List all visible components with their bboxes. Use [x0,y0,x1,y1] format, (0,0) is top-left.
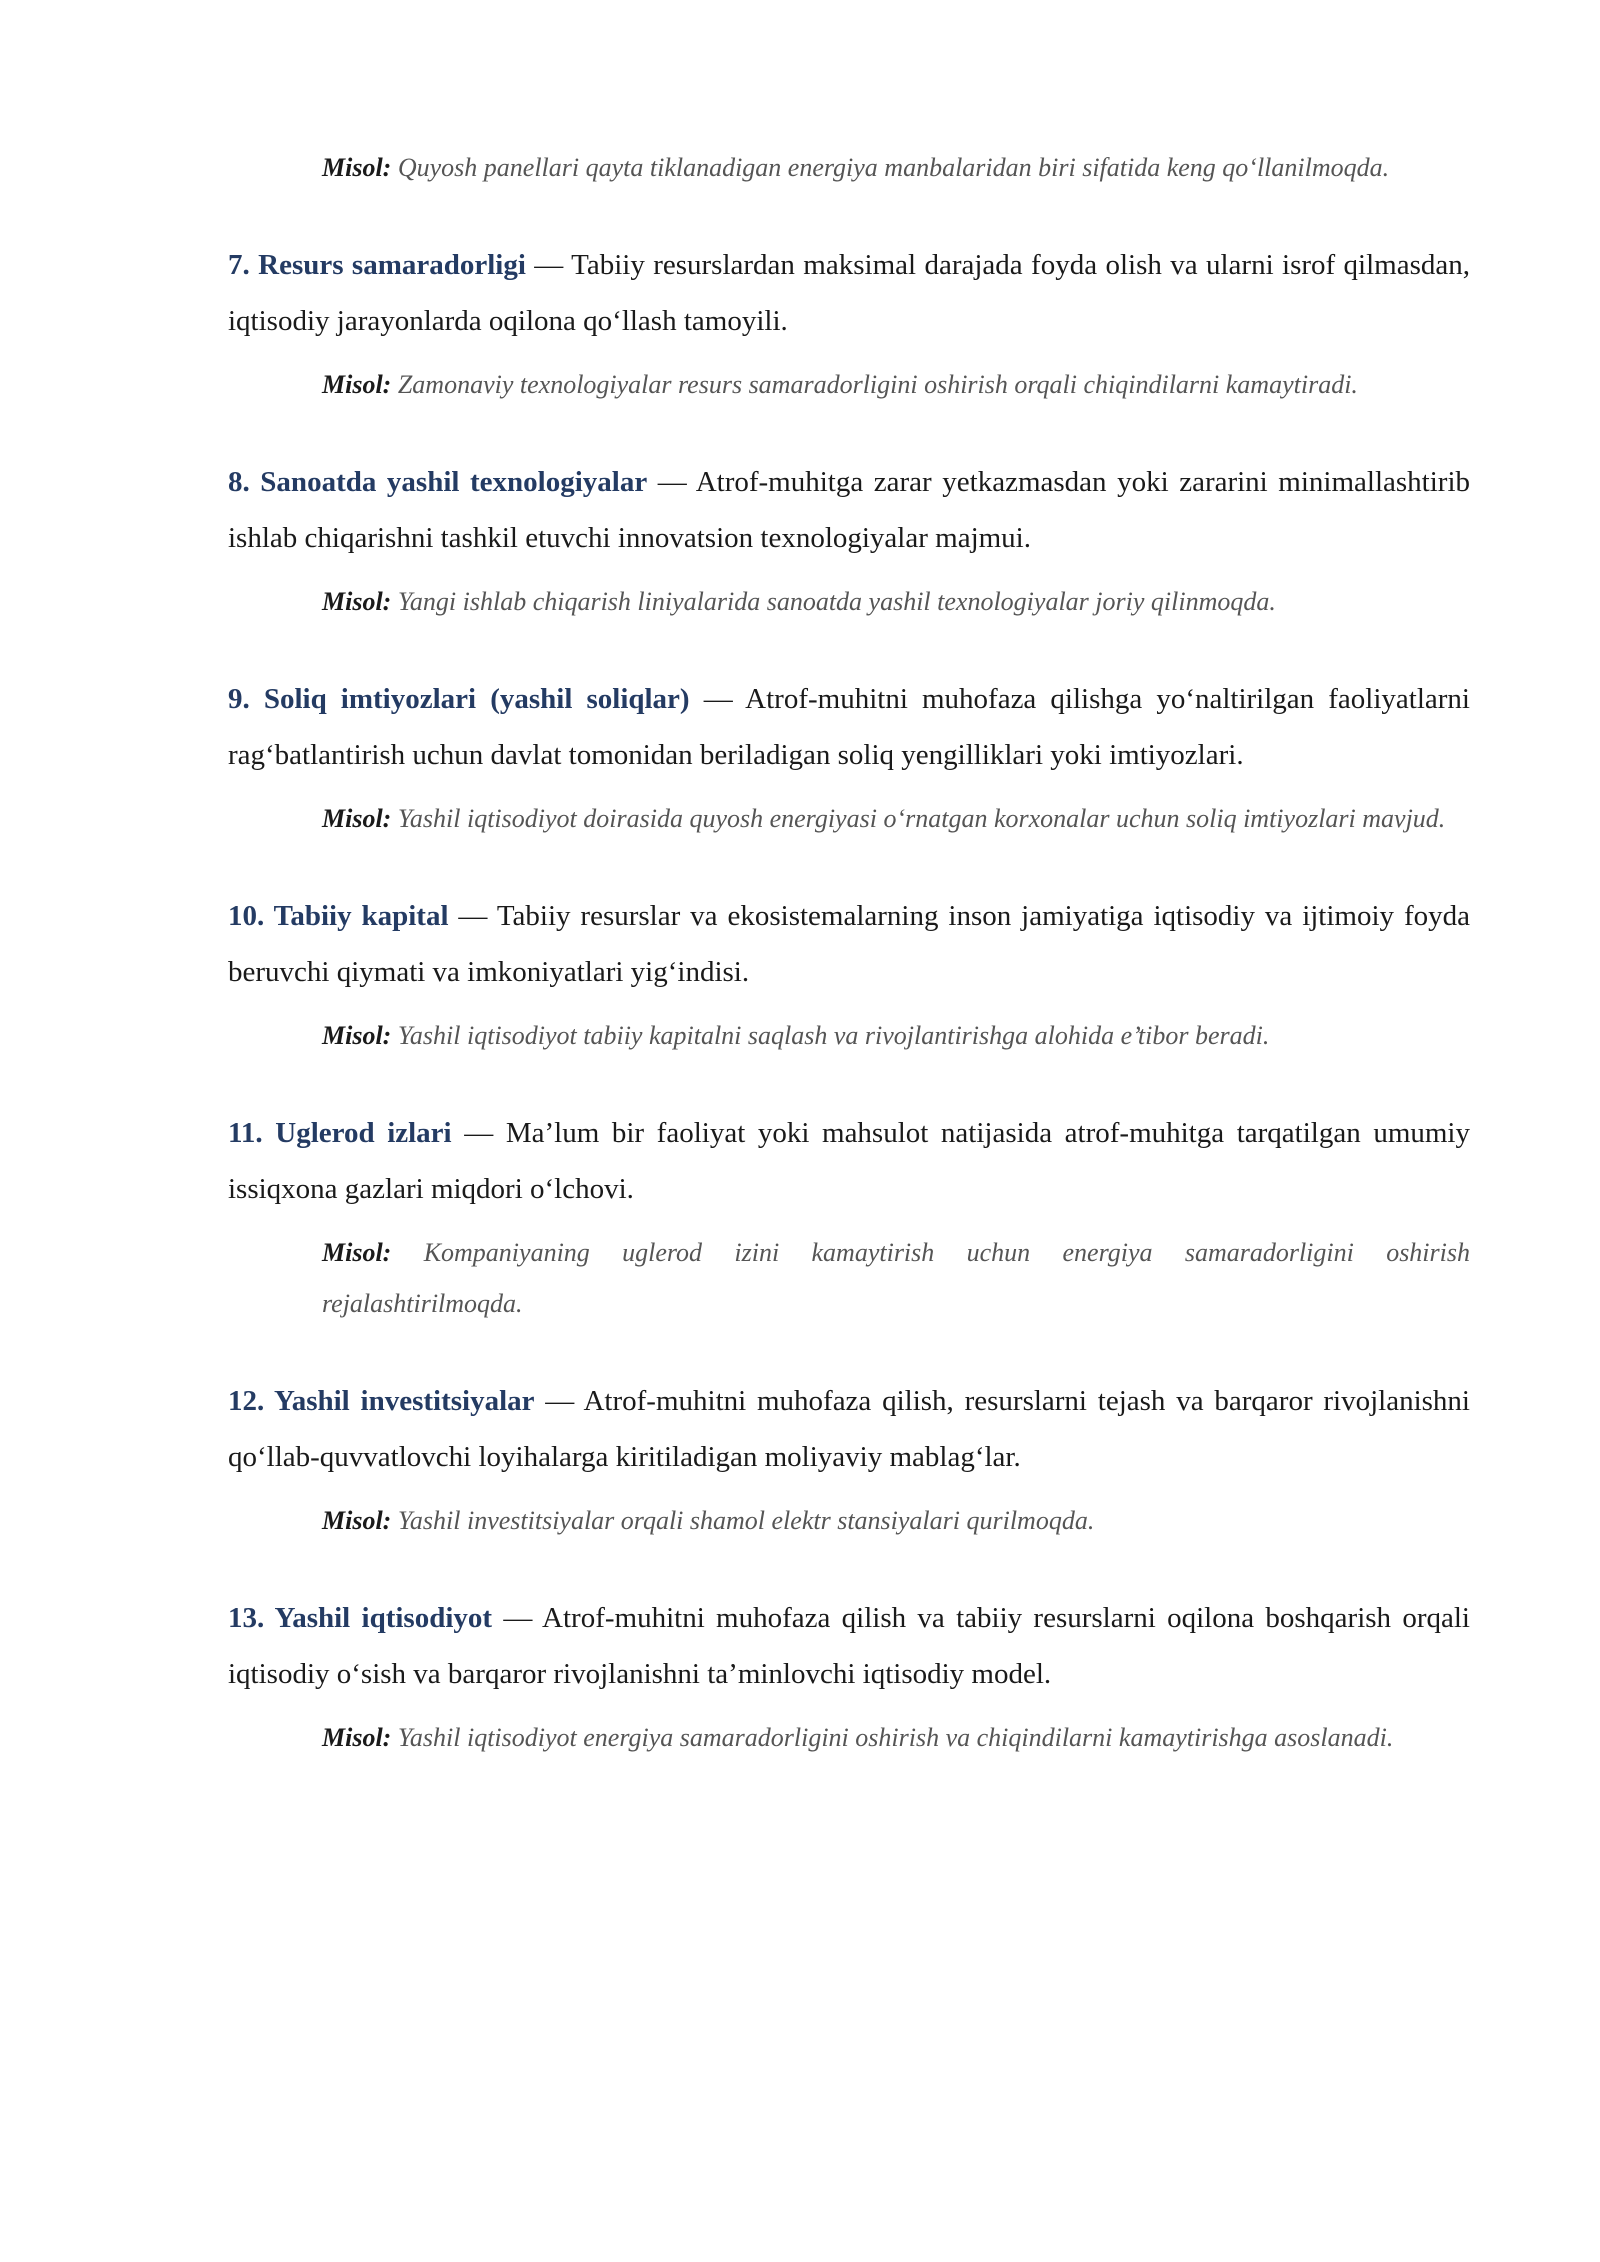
term-definition [228,1590,1470,1702]
term-title: 7. Resurs samaradorligi [228,249,526,281]
example-label: Misol: [322,1238,392,1267]
term-definition [228,454,1470,566]
example-text: Quyosh panellari qayta tiklanadigan energiya manbalaridan biri sifatida keng qo‘llanilmoqda. [397,153,1390,182]
term-definition [228,671,1470,783]
example-label: Misol: [322,370,392,399]
term-title: 8. Sanoatda yashil texnologiyalar [228,466,648,498]
term-title: 11. Uglerod izlari [228,1117,452,1149]
example-label: Misol: [322,1021,392,1050]
term-text: — Atrof-muhitni muhofaza qilishga yo‘naltirilgan faoliyatlarni rag‘batlantirish uchun davlat tomonidan beriladigan soliq yengilliklari yoki imtiyozlari. [228,683,1470,771]
example-paragraph [322,1227,1470,1329]
example-text: Yashil iqtisodiyot doirasida quyosh energiyasi o‘rnatgan korxonalar uchun soliq imtiyozlari mavjud. [397,804,1446,833]
example-paragraph [322,1495,1470,1546]
term-text: — Atrof-muhitga zarar yetkazmasdan yoki zararini minimallashtirib ishlab chiqarishni tashkil etuvchi innovatsion texnologiyalar majmui. [228,466,1470,554]
example-text: Yashil investitsiyalar orqali shamol elektr stansiyalari qurilmoqda. [397,1506,1095,1535]
term-text: — Atrof-muhitni muhofaza qilish, resurslarni tejash va barqaror rivojlanishni qo‘llab-quvvatlovchi loyihalarga kiritiladigan moliyaviy mablag‘lar. [228,1385,1470,1473]
example-label: Misol: [322,153,392,182]
example-label: Misol: [322,804,392,833]
example-text: Zamonaviy texnologiyalar resurs samaradorligini oshirish orqali chiqindilarni kamaytiradi. [397,370,1358,399]
example-text: Yangi ishlab chiqarish liniyalarida sanoatda yashil texnologiyalar joriy qilinmoqda. [397,587,1276,616]
term-text: — Ma’lum bir faoliyat yoki mahsulot natijasida atrof-muhitga tarqatilgan umumiy issiqxona gazlari miqdori o‘lchovi. [228,1117,1470,1205]
example-label: Misol: [322,1723,392,1752]
term-title: 10. Tabiiy kapital [228,900,449,932]
example-paragraph [322,576,1470,627]
term-text: — Tabiiy resurslar va ekosistemalarning inson jamiyatiga iqtisodiy va ijtimoiy foyda beruvchi qiymati va imkoniyatlari yig‘indisi. [228,900,1470,988]
term-definition [228,888,1470,1000]
example-paragraph [322,359,1470,410]
example-paragraph [322,1712,1470,1763]
example-paragraph [322,793,1470,844]
example-label: Misol: [322,1506,392,1535]
example-label: Misol: [322,587,392,616]
term-definition [228,1105,1470,1217]
example-text: Yashil iqtisodiyot tabiiy kapitalni saqlash va rivojlantirishga alohida e’tibor beradi. [397,1021,1270,1050]
example-paragraph [322,1010,1470,1061]
example-text: Kompaniyaning uglerod izini kamaytirish uchun energiya samaradorligini oshirish rejalashtirilmoqda. [322,1238,1470,1318]
term-title: 12. Yashil investitsiyalar [228,1385,535,1417]
document-page [228,142,1470,1807]
example-text: Yashil iqtisodiyot energiya samaradorligini oshirish va chiqindilarni kamaytirishga asoslanadi. [397,1723,1394,1752]
term-definition [228,237,1470,349]
term-definition [228,1373,1470,1485]
term-text: — Atrof-muhitni muhofaza qilish va tabiiy resurslarni oqilona boshqarish orqali iqtisodiy o‘sish va barqaror rivojlanishni ta’minlovchi iqtisodiy model. [228,1602,1470,1690]
term-title: 9. Soliq imtiyozlari (yashil soliqlar) [228,683,690,715]
term-title: 13. Yashil iqtisodiyot [228,1602,493,1634]
example-paragraph [322,142,1470,193]
term-text: — Tabiiy resurslardan maksimal darajada foyda olish va ularni isrof qilmasdan, iqtisodiy jarayonlarda oqilona qo‘llash tamoyili. [228,249,1471,337]
